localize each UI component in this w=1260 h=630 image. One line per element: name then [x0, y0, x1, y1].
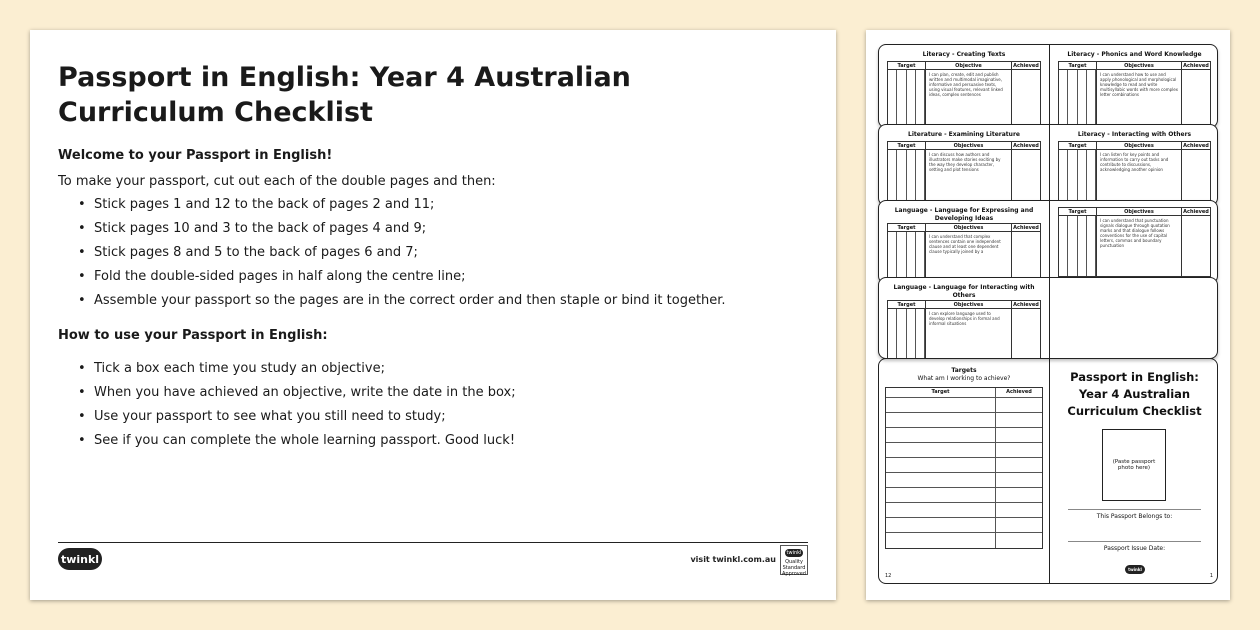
objective-text: I can understand that punctuation signals dialogue through quotation marks and that dialogue follows conventions for the use of capital letters, commas and boundary punctuation [1097, 216, 1182, 276]
list-item: • Tick a box each time you study an objective; [78, 361, 798, 376]
page-number: 1 [1209, 573, 1213, 579]
list-item: • Stick pages 8 and 5 to the back of pages 6 and 7; [78, 245, 798, 260]
instruction-sheet [30, 30, 836, 600]
col-achieved: Achieved [1183, 143, 1209, 149]
list-item: • Stick pages 10 and 3 to the back of pages 4 and 9; [78, 221, 798, 236]
list-item: • Assemble your passport so the pages are in the correct order and then staple or bind it together. [78, 293, 798, 308]
list-item: • When you have achieved an objective, write the date in the box; [78, 385, 798, 400]
left-half [879, 45, 1049, 127]
welcome-heading: Welcome to your Passport in English! [58, 148, 333, 163]
targets-subheading: What am I working to achieve? [917, 375, 1011, 382]
quality-badge-icon [780, 545, 808, 575]
cover-page [878, 358, 1218, 584]
col-objectives: Objectives [1097, 208, 1182, 215]
twinkl-logo: twinkl [1125, 565, 1145, 574]
table-row [886, 488, 1042, 503]
list-item: • See if you can complete the whole learning passport. Good luck! [78, 433, 798, 448]
page-number: 12 [885, 573, 892, 579]
section-title: Literacy - Interacting with Others [1077, 131, 1192, 138]
badge-text: Quality Standard Approved [782, 559, 806, 577]
objective-text: I can explore language used to develop relationships in formal and informal situations [926, 309, 1012, 359]
right-half [1049, 201, 1218, 283]
col-achieved: Achieved [1183, 209, 1209, 215]
left-half [879, 201, 1049, 283]
table-row [886, 518, 1042, 533]
photo-placeholder: (Paste passport photo here) [1102, 429, 1166, 501]
objectives-table [887, 300, 1041, 359]
section-title: Language - Language for Expressing and Developing Ideas [894, 207, 1034, 222]
how-to-list [78, 361, 798, 448]
footer-divider [58, 542, 808, 543]
belongs-to-field [1068, 507, 1201, 520]
col-achieved: Achieved [1183, 63, 1209, 69]
issue-date-field [1068, 539, 1201, 552]
table-row [886, 503, 1042, 518]
objectives-table [1058, 207, 1211, 277]
badge-logo: twinkl [786, 550, 802, 556]
objectives-table [1058, 61, 1211, 128]
col-target: Target [888, 224, 926, 231]
table-row [886, 413, 1042, 428]
col-target: Target [888, 301, 926, 308]
visit-link[interactable]: visit twinkl.com.au [690, 555, 776, 564]
col-target: Target [886, 388, 996, 397]
targets-heading: Targets [951, 367, 977, 374]
steps-list [78, 197, 798, 308]
col-achieved: Achieved [1013, 302, 1039, 308]
col-objectives: Objectives [926, 142, 1012, 149]
issue-label: Passport Issue Date: [1103, 545, 1166, 552]
col-objectives: Objectives [1097, 142, 1182, 149]
table-row [886, 533, 1042, 548]
objective-text: I can understand how to use and apply phonological and morphological knowledge to read and write multisyllabic words with more complex letter combinations [1097, 70, 1182, 128]
left-half [879, 125, 1049, 205]
col-objectives: Objective [926, 62, 1012, 69]
instructions-content [58, 148, 798, 457]
table-row [886, 398, 1042, 413]
objectives-table [1058, 141, 1211, 206]
col-achieved: Achieved [1013, 63, 1039, 69]
passport-page-preview [878, 44, 1218, 128]
cover-title: Passport in English: Year 4 Australian Curriculum Checklist [1067, 370, 1202, 418]
passport-page-preview [878, 200, 1218, 284]
targets-table [885, 387, 1043, 549]
list-item: • Use your passport to see what you still need to study; [78, 409, 798, 424]
objective-text: I can discuss how authors and illustrators make stories exciting by the way they develop character, setting and plot tensions [926, 150, 1012, 206]
page-title: Passport in English: Year 4 Australian Curriculum Checklist [58, 62, 631, 128]
section-title: Language - Language for Interacting with Others [893, 284, 1035, 299]
col-target: Target [888, 142, 926, 149]
section-title: Literacy - Phonics and Word Knowledge [1067, 51, 1202, 58]
section-title: Literacy - Creating Texts [922, 51, 1006, 58]
passport-preview [866, 30, 1230, 600]
table-row [886, 473, 1042, 488]
objectives-table [887, 141, 1041, 206]
objective-text: I can plan, create, edit and publish written and multimodal imaginative, informative and persuasive texts, using visual features, relevant linked ideas, complex sentences [926, 70, 1012, 128]
table-row [886, 428, 1042, 443]
passport-front-page [1049, 359, 1218, 583]
how-to-heading: How to use your Passport in English: [58, 328, 328, 343]
col-objectives: Objectives [926, 301, 1012, 308]
right-half [1049, 278, 1218, 358]
twinkl-logo: twinkl [58, 548, 102, 570]
list-item: • Fold the double-sided pages in half along the centre line; [78, 269, 798, 284]
col-achieved: Achieved [1013, 225, 1039, 231]
col-target: Target [1059, 62, 1097, 69]
col-target: Target [888, 62, 926, 69]
right-half [1049, 45, 1218, 127]
passport-page-preview [878, 124, 1218, 206]
targets-page [879, 359, 1049, 583]
col-objectives: Objectives [1097, 62, 1182, 69]
objective-text: I can understand that complex sentences contain one independent clause and at least one dependent clause typically joined by a [926, 232, 1012, 284]
right-half [1049, 125, 1218, 205]
objective-text: I can listen for key points and information to carry out tasks and contribute to discussions, acknowledging another opinion [1097, 150, 1182, 206]
table-row [886, 458, 1042, 473]
col-objectives: Objectives [926, 224, 1012, 231]
col-target: Target [1059, 208, 1097, 215]
objectives-table [887, 223, 1041, 284]
col-target: Target [1059, 142, 1097, 149]
col-achieved: Achieved [1006, 389, 1032, 395]
objectives-table [887, 61, 1041, 128]
instructions-intro: To make your passport, cut out each of the double pages and then: [58, 174, 496, 189]
passport-page-preview [878, 277, 1218, 359]
list-item: • Stick pages 1 and 12 to the back of pages 2 and 11; [78, 197, 798, 212]
table-row [886, 443, 1042, 458]
belongs-label: This Passport Belongs to: [1096, 513, 1173, 520]
left-half [879, 278, 1049, 358]
section-title: Literature - Examining Literature [908, 131, 1020, 138]
col-achieved: Achieved [1013, 143, 1039, 149]
table-header [886, 388, 1042, 398]
